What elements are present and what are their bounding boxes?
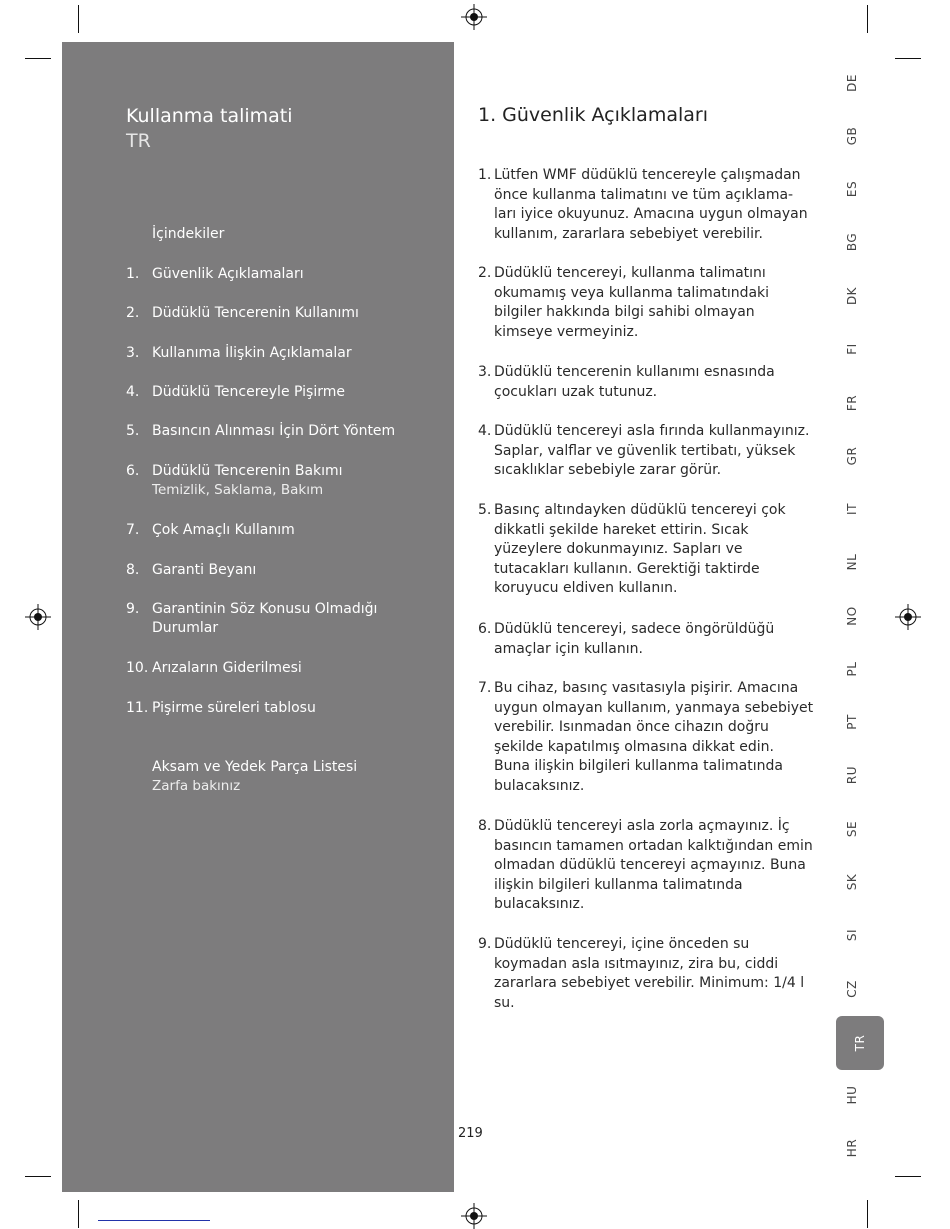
document-title: Kullanma talimati [126,105,293,127]
section-title: 1. Güvenlik Açıklamaları [478,104,708,126]
language-tab-se[interactable]: SE [845,820,859,838]
language-tab-es[interactable]: ES [845,180,859,198]
toc-item-label: Arızaların Giderilmesi [152,660,302,676]
toc-item-number: 2. [126,305,140,321]
safety-item-text: Bu cihaz, basınç vasıtasıyla pişirir. Amacına uygun olmayan kullanım, yanmaya sebebiyet verebilir. Isınmadan önce cihazın doğru şekilde kapatılmış olmasına dikkat edin. Buna ilişkin bilgileri kullanma talimatında bulacaksınız. [494,680,814,794]
language-tab-pt[interactable]: PT [845,714,859,730]
crop-mark [78,1200,79,1228]
safety-item-text: Düdüklü tencereyi, sadece öngörüldüğü amaçlar için kullanın. [494,621,775,657]
safety-item-text: Basınç altındayken düdüklü tencereyi çok dikkatli şekilde hareket ettirin. Sıcak yüzeylere dokunmayınız. Sapları ve tutacakları kullanın. Gerektiği taktirde koruyucu eldiven kullanın. [494,502,786,597]
toc-item-label: Pişirme süreleri tablosu [152,700,316,716]
toc-item-number: 9. [126,601,140,617]
toc-item-label: Basıncın Alınması İçin Dört Yöntem [152,423,396,439]
toc-item-label: Düdüklü Tencerenin Bakımı [152,463,343,479]
toc-item-number: 3. [126,345,140,361]
safety-item-text: Düdüklü tencereyi, içine önceden su koymadan asla ısıtmayınız, zira bu, ciddi zararlara sebebiyet verebilir. Minimum: 1/4 l su. [494,936,805,1011]
toc-item-number: 11. [126,700,149,716]
crop-mark [25,1176,51,1177]
language-tab-bg[interactable]: BG [845,232,859,252]
crop-mark [78,5,79,33]
toc-item-number: 1. [126,266,140,282]
safety-item-text: Düdüklü tencerenin kullanımı esnasında çocukları uzak tutunuz. [494,364,775,400]
language-tab-cz[interactable]: CZ [845,980,859,998]
toc-item-number: 10. [126,660,149,676]
toc-item-number: 5. [126,423,140,439]
language-tab-fr[interactable]: FR [845,394,859,412]
safety-item-number: 7. [478,680,492,696]
language-tab-nl[interactable]: NL [845,553,859,571]
crop-mark [25,58,51,59]
crop-mark [867,5,868,33]
toc-item-label: Düdüklü Tencereyle Pişirme [152,384,345,400]
safety-item-number: 5. [478,502,492,518]
toc-item-subtitle: Temizlik, Saklama, Bakım [152,482,324,498]
safety-item-number: 4. [478,423,492,439]
language-tab-hu[interactable]: HU [845,1085,859,1105]
parts-list-label: Aksam ve Yedek Parça Listesi [152,759,358,775]
language-tab-it[interactable]: IT [845,503,859,515]
safety-item-text: Lütfen WMF düdüklü tencereyle çalışmadan önce kullanma talimatını ve tüm açıklama-ları iyice okuyunuz. Amacına uygun olmayan kullanım, zararlara sebebiyet verebilir. [494,167,808,242]
registration-target-icon [25,604,51,630]
language-tab-gb[interactable]: GB [845,126,859,146]
toc-item-number: 7. [126,522,140,538]
registration-target-icon [461,4,487,30]
toc-item-label: Çok Amaçlı Kullanım [152,522,295,538]
safety-item-text: Düdüklü tencereyi asla zorla açmayınız. İç basıncın tamamen ortadan kalktığından emin olmadan düdüklü tencereyi açmayınız. Buna ilişkin bilgileri kullanma talimatında bulacaksınız. [494,818,813,913]
safety-item-number: 1. [478,167,492,183]
safety-item-number: 9. [478,936,492,952]
registration-target-icon [461,1203,487,1229]
safety-item-number: 2. [478,265,492,281]
safety-item-number: 6. [478,621,492,637]
toc-item-label: Güvenlik Açıklamaları [152,266,304,282]
crop-mark [895,1176,921,1177]
language-tab-tr-active[interactable]: TR [836,1016,884,1070]
language-tab-pl[interactable]: PL [845,661,859,677]
registration-target-icon [895,604,921,630]
toc-item-number: 8. [126,562,140,578]
language-tab-si[interactable]: SI [845,928,859,942]
crop-mark [895,58,921,59]
safety-item-number: 8. [478,818,492,834]
language-tab-ru[interactable]: RU [845,765,859,785]
toc-item-label: Kullanıma İlişkin Açıklamalar [152,345,352,361]
footer-rule [98,1220,210,1221]
toc-item-label: Garantinin Söz Konusu Olmadığı Durumlar [152,601,378,636]
language-tab-no[interactable]: NO [845,606,859,626]
table-of-contents-panel: Kullanma talimati TR İçindekiler 1. Güvenlik Açıklamaları 2. Düdüklü Tencerenin Kullanımı 3. Kullanıma İlişkin Açıklamalar 4. Düdüklü Tencereyle Pişirme 5. Basıncın Alınması İçin Dört Yöntem 6. Düdüklü Tencerenin Bakımı Temizlik, Saklama, Bakım 7. Çok Amaçlı Kullanım 8. Garanti Beyanı 9. Garantinin Söz Konusu Olmadığı Durumlar 10. Arızaların Giderilmesi 11. Pişirme süreleri tablosu Aksam ve Yedek Parça Listesi Zarfa bakınız [62,42,454,1192]
safety-item-text: Düdüklü tencereyi, kullanma talimatını okumamış veya kullanma talimatındaki bilgiler hakkında bilgi sahibi olmayan kimseye vermeyiniz. [494,265,770,340]
document-language: TR [126,130,151,152]
page-number: 219 [458,1126,483,1141]
parts-list-subtitle: Zarfa bakınız [152,778,241,794]
crop-mark [867,1200,868,1228]
language-tab-gr[interactable]: GR [845,446,859,466]
toc-item-label: Düdüklü Tencerenin Kullanımı [152,305,359,321]
toc-item-label: Garanti Beyanı [152,562,257,578]
language-tab-dk[interactable]: DK [845,286,859,306]
safety-item-text: Düdüklü tencereyi asla fırında kullanmayınız. Saplar, valflar ve güvenlik tertibatı, yüksek sıcaklıklar sebebiyle zarar görür. [494,423,810,479]
language-tab-sk[interactable]: SK [845,873,859,891]
language-tab-hr[interactable]: HR [845,1138,859,1158]
safety-item-number: 3. [478,364,492,380]
language-tab-fi[interactable]: FI [845,343,859,355]
toc-item-number: 6. [126,463,140,479]
toc-item-number: 4. [126,384,140,400]
language-tab-de[interactable]: DE [845,74,859,92]
